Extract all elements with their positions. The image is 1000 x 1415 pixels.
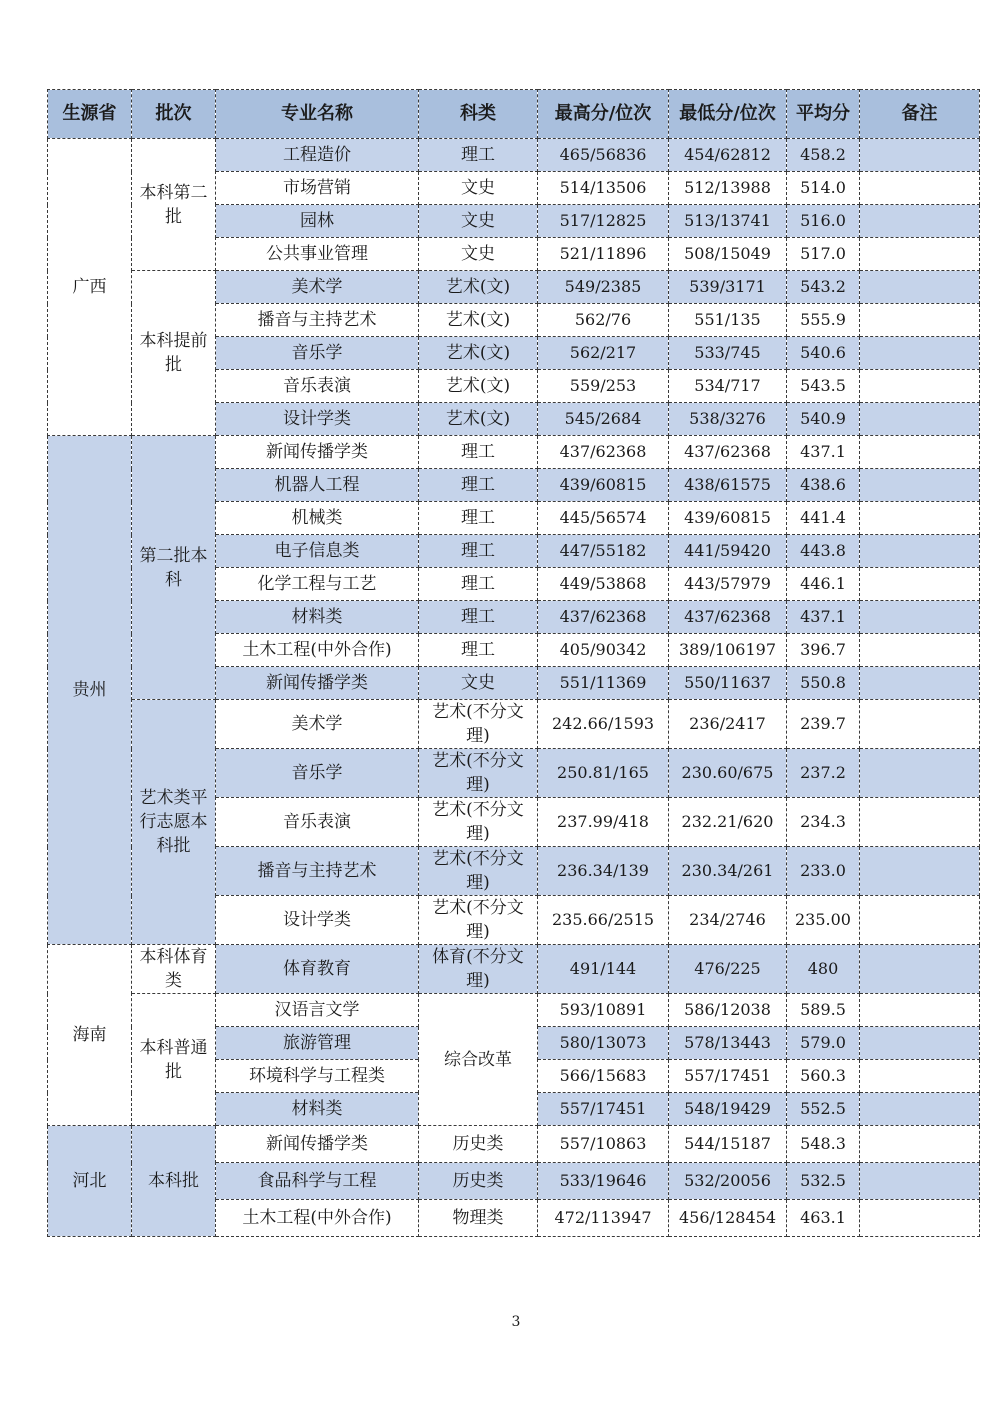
batch-cell: 第二批本科	[132, 436, 216, 700]
avg-cell: 235.00	[787, 896, 860, 945]
max-cell: 557/10863	[538, 1126, 669, 1163]
max-cell: 562/217	[538, 337, 669, 370]
category-cell: 综合改革	[419, 994, 538, 1126]
max-cell: 533/19646	[538, 1163, 669, 1200]
avg-cell: 233.0	[787, 847, 860, 896]
category-cell: 理工	[419, 139, 538, 172]
min-cell: 236/2417	[669, 700, 787, 749]
major-cell: 设计学类	[216, 403, 419, 436]
min-cell: 538/3276	[669, 403, 787, 436]
note-cell	[860, 1126, 980, 1163]
min-cell: 544/15187	[669, 1126, 787, 1163]
note-cell	[860, 370, 980, 403]
note-cell	[860, 535, 980, 568]
avg-cell: 548.3	[787, 1126, 860, 1163]
batch-cell: 本科第二批	[132, 139, 216, 271]
avg-cell: 239.7	[787, 700, 860, 749]
category-cell: 艺术(文)	[419, 403, 538, 436]
major-cell: 电子信息类	[216, 535, 419, 568]
note-cell	[860, 403, 980, 436]
avg-cell: 589.5	[787, 994, 860, 1027]
avg-cell: 437.1	[787, 436, 860, 469]
note-cell	[860, 1027, 980, 1060]
major-cell: 土木工程(中外合作)	[216, 1200, 419, 1237]
max-cell: 472/113947	[538, 1200, 669, 1237]
avg-cell: 560.3	[787, 1060, 860, 1093]
note-cell	[860, 205, 980, 238]
category-cell: 理工	[419, 502, 538, 535]
major-cell: 美术学	[216, 271, 419, 304]
major-cell: 播音与主持艺术	[216, 304, 419, 337]
batch-cell: 艺术类平行志愿本科批	[132, 700, 216, 945]
note-cell	[860, 700, 980, 749]
note-cell	[860, 139, 980, 172]
major-cell: 播音与主持艺术	[216, 847, 419, 896]
major-cell: 园林	[216, 205, 419, 238]
max-cell: 236.34/139	[538, 847, 669, 896]
batch-cell: 本科体育类	[132, 945, 216, 994]
min-cell: 578/13443	[669, 1027, 787, 1060]
note-cell	[860, 436, 980, 469]
note-cell	[860, 172, 980, 205]
header-note: 备注	[860, 90, 980, 139]
max-cell: 237.99/418	[538, 798, 669, 847]
header-max: 最高分/位次	[538, 90, 669, 139]
avg-cell: 552.5	[787, 1093, 860, 1126]
avg-cell: 443.8	[787, 535, 860, 568]
max-cell: 449/53868	[538, 568, 669, 601]
major-cell: 体育教育	[216, 945, 419, 994]
category-cell: 物理类	[419, 1200, 538, 1237]
major-cell: 环境科学与工程类	[216, 1060, 419, 1093]
category-cell: 艺术(文)	[419, 337, 538, 370]
note-cell	[860, 798, 980, 847]
major-cell: 音乐学	[216, 337, 419, 370]
header-major: 专业名称	[216, 90, 419, 139]
category-cell: 艺术(不分文理)	[419, 798, 538, 847]
category-cell: 艺术(不分文理)	[419, 847, 538, 896]
header-avg: 平均分	[787, 90, 860, 139]
major-cell: 汉语言文学	[216, 994, 419, 1027]
max-cell: 447/55182	[538, 535, 669, 568]
note-cell	[860, 238, 980, 271]
note-cell	[860, 601, 980, 634]
max-cell: 437/62368	[538, 436, 669, 469]
avg-cell: 540.6	[787, 337, 860, 370]
max-cell: 545/2684	[538, 403, 669, 436]
min-cell: 548/19429	[669, 1093, 787, 1126]
category-cell: 艺术(文)	[419, 370, 538, 403]
page-number: 3	[511, 1314, 521, 1330]
province-cell: 贵州	[48, 436, 132, 945]
min-cell: 551/135	[669, 304, 787, 337]
province-cell: 海南	[48, 945, 132, 1126]
min-cell: 532/20056	[669, 1163, 787, 1200]
header-min: 最低分/位次	[669, 90, 787, 139]
major-cell: 土木工程(中外合作)	[216, 634, 419, 667]
category-cell: 艺术(不分文理)	[419, 700, 538, 749]
max-cell: 491/144	[538, 945, 669, 994]
note-cell	[860, 896, 980, 945]
category-cell: 文史	[419, 667, 538, 700]
note-cell	[860, 1060, 980, 1093]
note-cell	[860, 469, 980, 502]
min-cell: 557/17451	[669, 1060, 787, 1093]
batch-cell: 本科普通批	[132, 994, 216, 1126]
avg-cell: 441.4	[787, 502, 860, 535]
avg-cell: 579.0	[787, 1027, 860, 1060]
major-cell: 机器人工程	[216, 469, 419, 502]
avg-cell: 480	[787, 945, 860, 994]
max-cell: 242.66/1593	[538, 700, 669, 749]
avg-cell: 517.0	[787, 238, 860, 271]
min-cell: 234/2746	[669, 896, 787, 945]
major-cell: 旅游管理	[216, 1027, 419, 1060]
note-cell	[860, 749, 980, 798]
min-cell: 439/60815	[669, 502, 787, 535]
header-province: 生源省	[48, 90, 132, 139]
major-cell: 机械类	[216, 502, 419, 535]
note-cell	[860, 304, 980, 337]
header-batch: 批次	[132, 90, 216, 139]
note-cell	[860, 667, 980, 700]
max-cell: 549/2385	[538, 271, 669, 304]
min-cell: 508/15049	[669, 238, 787, 271]
max-cell: 521/11896	[538, 238, 669, 271]
note-cell	[860, 568, 980, 601]
avg-cell: 543.5	[787, 370, 860, 403]
category-cell: 艺术(不分文理)	[419, 896, 538, 945]
note-cell	[860, 634, 980, 667]
avg-cell: 463.1	[787, 1200, 860, 1237]
min-cell: 437/62368	[669, 436, 787, 469]
avg-cell: 237.2	[787, 749, 860, 798]
min-cell: 230.60/675	[669, 749, 787, 798]
header-category: 科类	[419, 90, 538, 139]
min-cell: 534/717	[669, 370, 787, 403]
min-cell: 232.21/620	[669, 798, 787, 847]
avg-cell: 396.7	[787, 634, 860, 667]
avg-cell: 446.1	[787, 568, 860, 601]
note-cell	[860, 337, 980, 370]
min-cell: 456/128454	[669, 1200, 787, 1237]
category-cell: 理工	[419, 436, 538, 469]
max-cell: 437/62368	[538, 601, 669, 634]
note-cell	[860, 945, 980, 994]
max-cell: 559/253	[538, 370, 669, 403]
major-cell: 材料类	[216, 601, 419, 634]
major-cell: 新闻传播学类	[216, 667, 419, 700]
category-cell: 艺术(文)	[419, 271, 538, 304]
min-cell: 533/745	[669, 337, 787, 370]
category-cell: 文史	[419, 205, 538, 238]
major-cell: 新闻传播学类	[216, 436, 419, 469]
major-cell: 工程造价	[216, 139, 419, 172]
note-cell	[860, 271, 980, 304]
province-cell: 河北	[48, 1126, 132, 1237]
min-cell: 476/225	[669, 945, 787, 994]
max-cell: 557/17451	[538, 1093, 669, 1126]
category-cell: 理工	[419, 601, 538, 634]
max-cell: 514/13506	[538, 172, 669, 205]
avg-cell: 516.0	[787, 205, 860, 238]
min-cell: 437/62368	[669, 601, 787, 634]
max-cell: 445/56574	[538, 502, 669, 535]
note-cell	[860, 847, 980, 896]
min-cell: 586/12038	[669, 994, 787, 1027]
avg-cell: 514.0	[787, 172, 860, 205]
avg-cell: 550.8	[787, 667, 860, 700]
note-cell	[860, 1200, 980, 1237]
min-cell: 443/57979	[669, 568, 787, 601]
major-cell: 音乐表演	[216, 798, 419, 847]
avg-cell: 438.6	[787, 469, 860, 502]
major-cell: 市场营销	[216, 172, 419, 205]
max-cell: 439/60815	[538, 469, 669, 502]
min-cell: 441/59420	[669, 535, 787, 568]
batch-cell: 本科提前批	[132, 271, 216, 436]
batch-cell: 本科批	[132, 1126, 216, 1237]
category-cell: 理工	[419, 568, 538, 601]
min-cell: 513/13741	[669, 205, 787, 238]
max-cell: 593/10891	[538, 994, 669, 1027]
note-cell	[860, 994, 980, 1027]
avg-cell: 234.3	[787, 798, 860, 847]
min-cell: 438/61575	[669, 469, 787, 502]
max-cell: 566/15683	[538, 1060, 669, 1093]
major-cell: 公共事业管理	[216, 238, 419, 271]
major-cell: 材料类	[216, 1093, 419, 1126]
category-cell: 理工	[419, 634, 538, 667]
max-cell: 562/76	[538, 304, 669, 337]
category-cell: 理工	[419, 469, 538, 502]
note-cell	[860, 502, 980, 535]
category-cell: 艺术(文)	[419, 304, 538, 337]
min-cell: 512/13988	[669, 172, 787, 205]
major-cell: 新闻传播学类	[216, 1126, 419, 1163]
avg-cell: 543.2	[787, 271, 860, 304]
max-cell: 235.66/2515	[538, 896, 669, 945]
header-row	[48, 90, 980, 139]
avg-cell: 532.5	[787, 1163, 860, 1200]
category-cell: 文史	[419, 238, 538, 271]
min-cell: 454/62812	[669, 139, 787, 172]
min-cell: 550/11637	[669, 667, 787, 700]
avg-cell: 555.9	[787, 304, 860, 337]
province-cell: 广西	[48, 139, 132, 436]
category-cell: 文史	[419, 172, 538, 205]
note-cell	[860, 1093, 980, 1126]
major-cell: 美术学	[216, 700, 419, 749]
category-cell: 艺术(不分文理)	[419, 749, 538, 798]
max-cell: 517/12825	[538, 205, 669, 238]
category-cell: 历史类	[419, 1126, 538, 1163]
avg-cell: 437.1	[787, 601, 860, 634]
category-cell: 体育(不分文理)	[419, 945, 538, 994]
major-cell: 音乐学	[216, 749, 419, 798]
max-cell: 465/56836	[538, 139, 669, 172]
major-cell: 音乐表演	[216, 370, 419, 403]
avg-cell: 458.2	[787, 139, 860, 172]
max-cell: 405/90342	[538, 634, 669, 667]
avg-cell: 540.9	[787, 403, 860, 436]
category-cell: 理工	[419, 535, 538, 568]
major-cell: 设计学类	[216, 896, 419, 945]
major-cell: 化学工程与工艺	[216, 568, 419, 601]
min-cell: 230.34/261	[669, 847, 787, 896]
major-cell: 食品科学与工程	[216, 1163, 419, 1200]
max-cell: 250.81/165	[538, 749, 669, 798]
min-cell: 539/3171	[669, 271, 787, 304]
note-cell	[860, 1163, 980, 1200]
min-cell: 389/106197	[669, 634, 787, 667]
category-cell: 历史类	[419, 1163, 538, 1200]
admission-score-table	[47, 89, 980, 1237]
max-cell: 580/13073	[538, 1027, 669, 1060]
max-cell: 551/11369	[538, 667, 669, 700]
